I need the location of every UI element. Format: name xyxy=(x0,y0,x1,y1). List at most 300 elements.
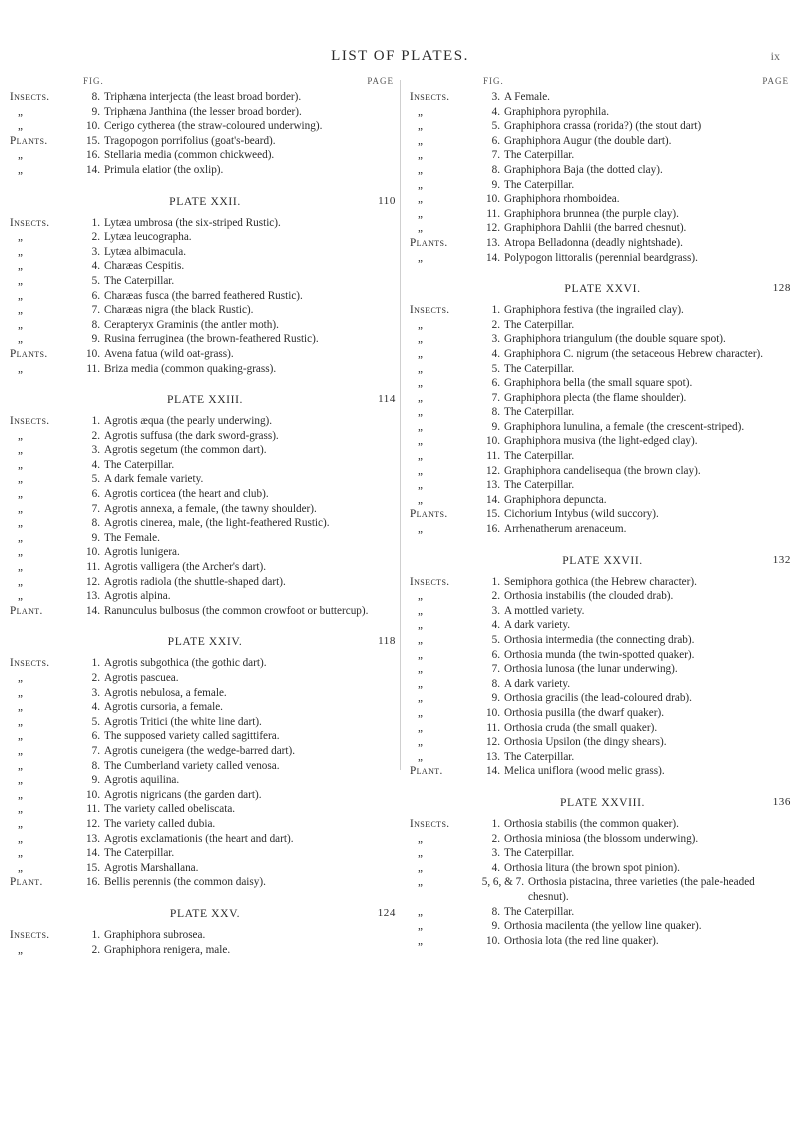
entry-description: Agrotis cuneigera (the wedge-barred dart). xyxy=(104,744,296,757)
plate-entry xyxy=(10,700,400,715)
entry-figure-number: 7. xyxy=(491,149,500,162)
entry-figure-number: 2. xyxy=(491,590,500,603)
entry-category: „ xyxy=(18,788,24,801)
entry-description: Graphiphora Dahlii (the barred chesnut). xyxy=(504,222,687,235)
entry-figure-number: 14. xyxy=(86,847,100,860)
plate-title: PLATE XXVII. xyxy=(562,553,643,567)
entry-category: „ xyxy=(418,590,424,603)
entry-description: Agrotis nigricans (the garden dart). xyxy=(104,788,262,801)
entry-category: „ xyxy=(18,120,24,133)
entry-category: „ xyxy=(18,861,24,874)
entry-figure-number: 8. xyxy=(491,163,500,176)
plate-entry xyxy=(10,414,400,429)
entry-category: Plant. xyxy=(410,765,443,778)
fig-label: FIG. xyxy=(483,76,504,86)
plate-entry xyxy=(10,788,400,803)
column-header-right xyxy=(410,76,795,90)
column-header-left xyxy=(10,76,400,90)
entry-category: Plant. xyxy=(10,876,43,889)
entry-description: Agrotis cinerea, male, (the light-feathered Rustic). xyxy=(104,517,330,530)
entry-category: „ xyxy=(418,721,424,734)
entry-figure-number: 4. xyxy=(491,861,500,874)
plate-heading xyxy=(410,796,795,811)
plate-entry xyxy=(10,875,400,890)
entry-description: Graphiphora triangulum (the double square spot). xyxy=(504,333,726,346)
entry-description: Graphiphora brunnea (the purple clay). xyxy=(504,207,679,220)
entry-category: „ xyxy=(418,163,424,176)
entry-description: Primula elatior (the oxlip). xyxy=(104,163,224,176)
entry-category: „ xyxy=(418,736,424,749)
entry-category: „ xyxy=(18,444,24,457)
entry-category: „ xyxy=(418,134,424,147)
entry-category: „ xyxy=(18,149,24,162)
plate-entry xyxy=(10,928,400,943)
entry-figure-number: 14. xyxy=(486,765,500,778)
entry-description: The Caterpillar. xyxy=(504,318,575,331)
plate-entry xyxy=(410,817,795,832)
entry-description: Graphiphora C. nigrum (the setaceous Hebrew character). xyxy=(504,347,764,360)
entry-category: „ xyxy=(418,318,424,331)
plate-entry xyxy=(410,706,795,721)
entry-description: Agrotis pascuea. xyxy=(104,672,179,684)
plate-entry xyxy=(10,861,400,876)
entry-figure-number: 3. xyxy=(491,847,500,860)
plate-entry xyxy=(410,677,795,692)
entry-category: „ xyxy=(418,934,424,947)
entry-figure-number: 5. xyxy=(491,120,500,133)
entry-category: „ xyxy=(18,473,24,486)
entry-description: The Female. xyxy=(104,531,160,544)
entry-category: Insects. xyxy=(410,91,450,103)
entry-figure-number: 12. xyxy=(486,222,500,235)
entry-category: „ xyxy=(18,759,24,772)
entry-category: „ xyxy=(418,619,424,632)
entry-description: Tragopogon porrifolius (goat's-beard). xyxy=(104,134,276,147)
plate-entry xyxy=(10,715,400,730)
plate-heading xyxy=(410,554,795,569)
entry-category: „ xyxy=(418,193,424,206)
plate-entry xyxy=(10,575,400,590)
entry-figure-number: 8. xyxy=(91,91,100,103)
entry-category: „ xyxy=(18,163,24,176)
plate-title: PLATE XXII. xyxy=(169,194,241,208)
plate-list-right xyxy=(410,90,795,948)
entry-figure-number: 14. xyxy=(86,163,100,176)
entry-description: Agrotis suffusa (the dark sword-grass). xyxy=(104,429,279,442)
plate-entry xyxy=(10,560,400,575)
entry-description: Charæas Cespitis. xyxy=(104,260,185,273)
entry-category: Insects. xyxy=(410,304,450,317)
entry-figure-number: 4. xyxy=(91,701,100,714)
entry-category: „ xyxy=(418,362,424,375)
plate-title: PLATE XXIV. xyxy=(167,635,243,649)
entry-figure-number: 9. xyxy=(91,531,100,544)
entry-figure-number: 11. xyxy=(486,721,500,734)
entry-description: Charæas fusca (the barred feathered Rustic). xyxy=(104,289,303,302)
entry-description: Agrotis valligera (the Archer's dart). xyxy=(104,561,266,574)
entry-description: Agrotis exclamationis (the heart and dart). xyxy=(104,832,294,845)
page-title: LIST OF PLATES. xyxy=(331,48,469,64)
plate-entry xyxy=(410,648,795,663)
plate-entry xyxy=(410,391,795,406)
entry-category: „ xyxy=(18,502,24,515)
entry-figure-number: 12. xyxy=(486,736,500,749)
plate-entry xyxy=(410,192,795,207)
entry-category: „ xyxy=(18,672,24,684)
left-column xyxy=(10,76,400,957)
entry-description: The Caterpillar. xyxy=(504,406,575,419)
entry-category: „ xyxy=(418,450,424,463)
entry-description: Graphiphora candelisequa (the brown clay). xyxy=(504,464,701,477)
entry-category: „ xyxy=(18,105,24,118)
plate-entry xyxy=(10,759,400,774)
entry-figure-number: 10. xyxy=(86,546,100,559)
entry-figure-number: 6. xyxy=(491,648,500,661)
plate-entry xyxy=(10,289,400,304)
entry-figure-number: 8. xyxy=(91,318,100,331)
plate-entry xyxy=(10,134,400,149)
entry-description: Orthosia intermedia (the connecting drab). xyxy=(504,634,695,646)
entry-figure-number: 2. xyxy=(491,832,500,845)
entry-category: „ xyxy=(418,706,424,719)
entry-figure-number: 5. xyxy=(491,634,500,646)
entry-figure-number: 11. xyxy=(86,362,100,375)
entry-description: The Caterpillar. xyxy=(504,479,575,492)
plate-entry xyxy=(410,750,795,765)
entry-description: Avena fatua (wild oat-grass). xyxy=(104,347,234,360)
plate-entry xyxy=(410,846,795,861)
entry-figure-number: 8. xyxy=(91,759,100,772)
entry-category: Insects. xyxy=(410,817,450,830)
plate-entry xyxy=(10,119,400,134)
entry-description: The Caterpillar. xyxy=(504,905,575,918)
plate-entry xyxy=(10,531,400,546)
entry-figure-number: 6. xyxy=(91,488,100,501)
entry-category: „ xyxy=(418,604,424,617)
plate-entry xyxy=(10,347,400,362)
entry-figure-number: 11. xyxy=(86,561,100,574)
plate-entry xyxy=(10,90,400,105)
plate-entry xyxy=(410,464,795,479)
plate-entry xyxy=(410,919,795,934)
plate-entry xyxy=(410,575,795,590)
entry-figure-number: 13. xyxy=(86,590,100,603)
plate-entry xyxy=(410,90,795,105)
plate-entry xyxy=(410,251,795,266)
entry-description: The Caterpillar. xyxy=(504,362,575,375)
entry-description: Agrotis subgothica (the gothic dart). xyxy=(104,657,267,670)
plate-entry xyxy=(410,332,795,347)
entry-figure-number: 5. xyxy=(491,362,500,375)
entry-category: „ xyxy=(418,493,424,506)
entry-description: Agrotis segetum (the common dart). xyxy=(104,444,267,457)
entry-category: „ xyxy=(18,590,24,603)
plate-entry xyxy=(10,545,400,560)
entry-category: „ xyxy=(18,362,24,375)
entry-category: „ xyxy=(18,817,24,830)
entry-category: „ xyxy=(418,207,424,220)
entry-category: „ xyxy=(18,458,24,471)
entry-category: Plants. xyxy=(10,134,48,147)
entry-category: „ xyxy=(18,318,24,331)
entry-category: „ xyxy=(418,120,424,133)
entry-description: Cerapteryx Graminis (the antler moth). xyxy=(104,318,279,331)
plate-entry xyxy=(410,633,795,648)
plate-entry xyxy=(10,604,400,619)
plate-entry xyxy=(410,764,795,779)
entry-description: Graphiphora crassa (rorida?) (the stout dart) xyxy=(504,120,702,133)
entry-description: Orthosia stabilis (the common quaker). xyxy=(504,817,679,830)
page-number: ix xyxy=(770,49,780,63)
entry-figure-number: 9. xyxy=(491,178,500,191)
plate-page-number: 132 xyxy=(772,553,791,566)
entry-category: „ xyxy=(418,479,424,492)
entry-description: Orthosia munda (the twin-spotted quaker). xyxy=(504,648,695,661)
plate-entry xyxy=(10,729,400,744)
entry-category: „ xyxy=(418,105,424,118)
entry-description: Agrotis radiola (the shuttle-shaped dart). xyxy=(104,575,286,588)
entry-category: „ xyxy=(418,876,424,889)
entry-figure-number: 3. xyxy=(491,333,500,346)
entry-figure-number: 7. xyxy=(491,663,500,676)
plate-entry xyxy=(10,686,400,701)
entry-description: Agrotis Marshallana. xyxy=(104,861,199,874)
entry-figure-number: 1. xyxy=(491,817,500,830)
plate-entry xyxy=(10,259,400,274)
entry-category: „ xyxy=(18,488,24,501)
plate-entry xyxy=(10,744,400,759)
entry-category: „ xyxy=(418,750,424,763)
entry-description: Charæas nigra (the black Rustic). xyxy=(104,304,254,317)
entry-description: Agrotis æqua (the pearly underwing). xyxy=(104,415,273,428)
entry-category: Insects. xyxy=(10,928,50,941)
entry-figure-number: 4. xyxy=(91,260,100,273)
entry-figure-number: 2. xyxy=(91,231,100,244)
plate-entry xyxy=(410,721,795,736)
plate-entry xyxy=(10,943,400,958)
plate-title: PLATE XXV. xyxy=(169,906,241,920)
entry-figure-number: 2. xyxy=(91,429,100,442)
entry-description: A dark variety. xyxy=(504,677,571,690)
entry-figure-number: 1. xyxy=(91,657,100,670)
plate-page-number: 128 xyxy=(772,282,791,295)
entry-category: „ xyxy=(18,715,24,728)
entry-figure-number: 13. xyxy=(86,832,100,845)
plate-entry xyxy=(10,443,400,458)
entry-figure-number: 16. xyxy=(486,523,500,536)
plate-page-number: 118 xyxy=(378,635,396,648)
plate-entry xyxy=(10,487,400,502)
plate-entry xyxy=(410,934,795,949)
entry-category: Insects. xyxy=(410,575,450,588)
entry-figure-number: 13. xyxy=(486,236,500,249)
entry-description: Graphiphora rhomboidea. xyxy=(504,193,620,206)
entry-category: „ xyxy=(18,575,24,588)
plate-entry xyxy=(410,221,795,236)
entry-figure-number: 7. xyxy=(491,391,500,404)
entry-category: „ xyxy=(18,289,24,302)
entry-description: Briza media (common quaking-grass). xyxy=(104,362,277,375)
entry-category: „ xyxy=(418,420,424,433)
entry-category: Insects. xyxy=(10,415,50,428)
entry-figure-number: 11. xyxy=(86,803,100,816)
plate-entry xyxy=(410,119,795,134)
entry-category: „ xyxy=(18,943,24,956)
entry-category: „ xyxy=(418,861,424,874)
entry-description: Orthosia lunosa (the lunar underwing). xyxy=(504,663,678,676)
entry-category: „ xyxy=(18,429,24,442)
plate-entry xyxy=(410,618,795,633)
entry-figure-number: 16. xyxy=(86,149,100,162)
column-divider xyxy=(400,80,401,770)
entry-category: „ xyxy=(18,803,24,816)
entry-category: „ xyxy=(418,333,424,346)
entry-category: „ xyxy=(18,245,24,258)
entry-figure-number: 4. xyxy=(491,347,500,360)
entry-figure-number: 5. xyxy=(91,715,100,728)
entry-description: The Caterpillar. xyxy=(504,847,575,860)
entry-figure-number: 12. xyxy=(486,464,500,477)
plate-entry xyxy=(410,148,795,163)
entry-description: Orthosia gracilis (the lead-coloured drab). xyxy=(504,692,692,705)
entry-description: Triphæna Janthina (the lesser broad border). xyxy=(104,105,302,118)
entry-category: „ xyxy=(18,333,24,346)
entry-description: Graphiphora Baja (the dotted clay). xyxy=(504,163,663,176)
page-label: PAGE xyxy=(367,76,394,86)
entry-figure-number: 10. xyxy=(486,435,500,448)
plate-entry xyxy=(10,656,400,671)
entry-figure-number: 11. xyxy=(486,207,500,220)
plate-entry xyxy=(410,207,795,222)
entry-description: Ranunculus bulbosus (the common crowfoot or buttercup). xyxy=(104,604,369,617)
entry-figure-number: 7. xyxy=(91,744,100,757)
plate-page-number: 110 xyxy=(378,194,396,207)
entry-description: Orthosia instabilis (the clouded drab). xyxy=(504,590,674,603)
entry-figure-number: 15. xyxy=(86,861,100,874)
entry-figure-number: 3. xyxy=(491,91,500,103)
entry-figure-number: 12. xyxy=(86,817,100,830)
entry-category: „ xyxy=(18,517,24,530)
entry-description: Melica uniflora (wood melic grass). xyxy=(504,765,665,778)
plate-entry xyxy=(410,604,795,619)
entry-description: Graphiphora musiva (the light-edged clay). xyxy=(504,435,698,448)
entry-category: „ xyxy=(18,260,24,273)
plate-heading xyxy=(10,393,400,408)
plate-entry xyxy=(410,236,795,251)
entry-figure-number: 3. xyxy=(91,245,100,258)
entry-description: Orthosia pusilla (the dwarf quaker). xyxy=(504,706,664,719)
entry-category: „ xyxy=(18,531,24,544)
entry-figure-number: 11. xyxy=(486,450,500,463)
entry-description: Orthosia litura (the brown spot pinion). xyxy=(504,861,680,874)
entry-figure-number: 8. xyxy=(491,406,500,419)
plate-entry xyxy=(410,478,795,493)
entry-figure-number: 6. xyxy=(91,730,100,743)
entry-figure-number: 13. xyxy=(486,479,500,492)
entry-description: Orthosia Upsilon (the dingy shears). xyxy=(504,736,667,749)
entry-category: „ xyxy=(418,905,424,918)
plate-entry xyxy=(10,516,400,531)
entry-category: „ xyxy=(418,920,424,933)
plate-heading xyxy=(10,635,400,650)
entry-category: „ xyxy=(18,546,24,559)
entry-figure-number: 15. xyxy=(86,134,100,147)
entry-figure-number: 1. xyxy=(91,415,100,428)
entry-description: The Caterpillar. xyxy=(104,847,175,860)
plate-entry xyxy=(10,105,400,120)
entry-figure-number: 10. xyxy=(86,347,100,360)
entry-category: „ xyxy=(18,744,24,757)
entry-description: Agrotis nebulosa, a female. xyxy=(104,686,227,699)
entry-figure-number: 9. xyxy=(491,920,500,933)
plate-entry xyxy=(10,817,400,832)
entry-figure-number: 3. xyxy=(491,604,500,617)
entry-description: Agrotis lunigera. xyxy=(104,546,180,559)
plate-entry xyxy=(10,216,400,231)
entry-category: „ xyxy=(18,730,24,743)
entry-description: Cerigo cytherea (the straw-coloured underwing). xyxy=(104,120,323,133)
plate-entry xyxy=(410,347,795,362)
plate-entry xyxy=(410,134,795,149)
entry-description: Agrotis alpina. xyxy=(104,590,171,603)
entry-description: Rusina ferruginea (the brown-feathered Rustic). xyxy=(104,333,319,346)
entry-description: Semiphora gothica (the Hebrew character). xyxy=(504,575,697,588)
entry-category: „ xyxy=(18,231,24,244)
plate-entry xyxy=(410,105,795,120)
plate-title: PLATE XXIII. xyxy=(166,393,244,407)
fig-label: FIG. xyxy=(83,76,104,86)
plate-entry xyxy=(10,458,400,473)
entry-category: „ xyxy=(18,686,24,699)
entry-figure-number: 8. xyxy=(491,905,500,918)
plate-entry xyxy=(410,832,795,847)
entry-category: „ xyxy=(418,406,424,419)
entry-description: The variety called dubia. xyxy=(104,817,216,830)
entry-figure-number: 14. xyxy=(486,251,500,264)
entry-category: Insects. xyxy=(10,657,50,670)
entry-description: Lytæa albimacula. xyxy=(104,245,187,258)
entry-figure-number: 1. xyxy=(91,928,100,941)
entry-figure-number: 10. xyxy=(486,934,500,947)
entry-category: „ xyxy=(418,677,424,690)
entry-category: Insects. xyxy=(10,91,50,103)
plate-entry xyxy=(410,735,795,750)
entry-description: Lytæa leucographa. xyxy=(104,231,192,244)
entry-figure-number: 1. xyxy=(491,575,500,588)
entry-figure-number: 1. xyxy=(91,216,100,229)
plate-entry xyxy=(410,163,795,178)
entry-category: „ xyxy=(418,377,424,390)
entry-description: Orthosia lota (the red line quaker). xyxy=(504,934,659,947)
entry-figure-number: 4. xyxy=(91,458,100,471)
plate-entry xyxy=(410,507,795,522)
plate-entry xyxy=(410,434,795,449)
entry-description: The Caterpillar. xyxy=(504,750,575,763)
entry-figure-number: 2. xyxy=(91,943,100,956)
entry-description: The Caterpillar. xyxy=(504,149,575,162)
entry-description: Graphiphora plecta (the flame shoulder). xyxy=(504,391,687,404)
right-column xyxy=(410,76,795,948)
entry-figure-number: 9. xyxy=(91,105,100,118)
entry-category: Insects. xyxy=(10,216,50,229)
entry-description: Bellis perennis (the common daisy). xyxy=(104,876,266,889)
entry-category: Plant. xyxy=(10,604,43,617)
plate-entry xyxy=(10,802,400,817)
entry-figure-number: 10. xyxy=(86,788,100,801)
plate-entry xyxy=(410,178,795,193)
plate-entry xyxy=(410,861,795,876)
entry-figure-number: 3. xyxy=(91,686,100,699)
